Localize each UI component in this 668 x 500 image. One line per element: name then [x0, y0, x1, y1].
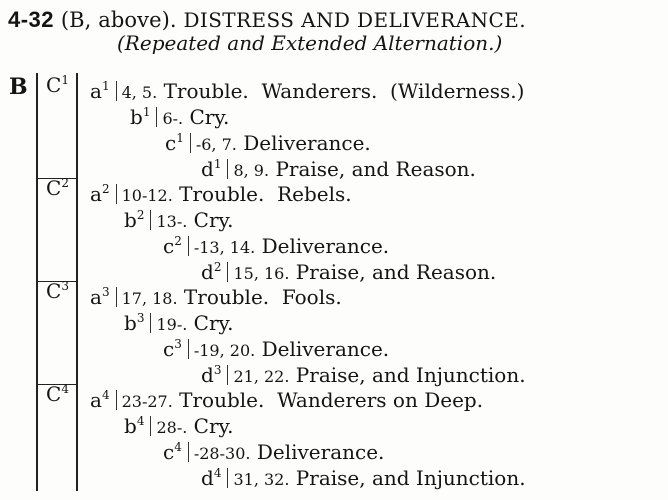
- page-header: [8, 6, 663, 34]
- section-subtitle: (Repeated and Extended Alternation.): [117, 31, 503, 55]
- row-divider: [116, 390, 117, 410]
- row-divider: [116, 184, 117, 204]
- row-c2: $c^2$ -13, 14. Deliverance.: [163, 234, 390, 258]
- inner-divider: [76, 73, 78, 491]
- row-a4: $a^4$ 23-27. Trouble. Wanderers on Deep.: [90, 388, 484, 412]
- row-divider: [150, 210, 151, 230]
- row-b3: $b^3$ 19-. Cry.: [124, 311, 234, 335]
- row-d3: $d^3$ 21, 22. Praise, and Injunction.: [201, 363, 526, 387]
- row-divider: [150, 313, 151, 333]
- row-divider: [156, 107, 157, 127]
- outer-label: B: [9, 74, 28, 100]
- row-c1: $c^1$ -6, 7. Deliverance.: [165, 131, 371, 155]
- row-divider: [227, 365, 228, 385]
- section-title: DISTRESS AND DELIVERANCE.: [183, 8, 526, 32]
- row-a2: $a^2$ 10-12. Trouble. Rebels.: [90, 182, 352, 206]
- row-a1: $a^1$ 4, 5. Trouble. Wanderers. (Wilderness.): [90, 79, 525, 103]
- section-number: 4-32: [8, 7, 55, 32]
- group-label: $C^2$: [46, 176, 69, 200]
- row-divider: [188, 236, 189, 256]
- row-b4: $b^4$ 28-. Cry.: [124, 414, 234, 438]
- row-divider: [190, 133, 191, 153]
- row-divider: [227, 468, 228, 488]
- row-d2: $d^2$ 15, 16. Praise, and Reason.: [201, 260, 497, 284]
- row-b1: $b^1$ 6-. Cry.: [130, 105, 230, 129]
- row-divider: [227, 159, 228, 179]
- row-c4: $c^4$ -28-30. Deliverance.: [163, 440, 385, 464]
- reference-note: (B, above).: [60, 8, 177, 32]
- row-d4: $d^4$ 31, 32. Praise, and Injunction.: [201, 466, 526, 490]
- group-label: $C^3$: [46, 279, 69, 303]
- row-b2: $b^2$ 13-. Cry.: [124, 208, 234, 232]
- row-divider: [227, 262, 228, 282]
- row-divider: [188, 339, 189, 359]
- row-c3: $c^3$ -19, 20. Deliverance.: [163, 337, 390, 361]
- row-divider: [150, 416, 151, 436]
- row-divider: [188, 442, 189, 462]
- header-line: [8, 6, 663, 34]
- outer-divider: [36, 73, 38, 491]
- group-label: $C^4$: [46, 382, 69, 406]
- group-label: $C^1$: [46, 73, 69, 97]
- row-d1: $d^1$ 8, 9. Praise, and Reason.: [201, 157, 476, 181]
- row-a3: $a^3$ 17, 18. Trouble. Fools.: [90, 285, 342, 309]
- row-divider: [116, 287, 117, 307]
- row-divider: [116, 81, 117, 101]
